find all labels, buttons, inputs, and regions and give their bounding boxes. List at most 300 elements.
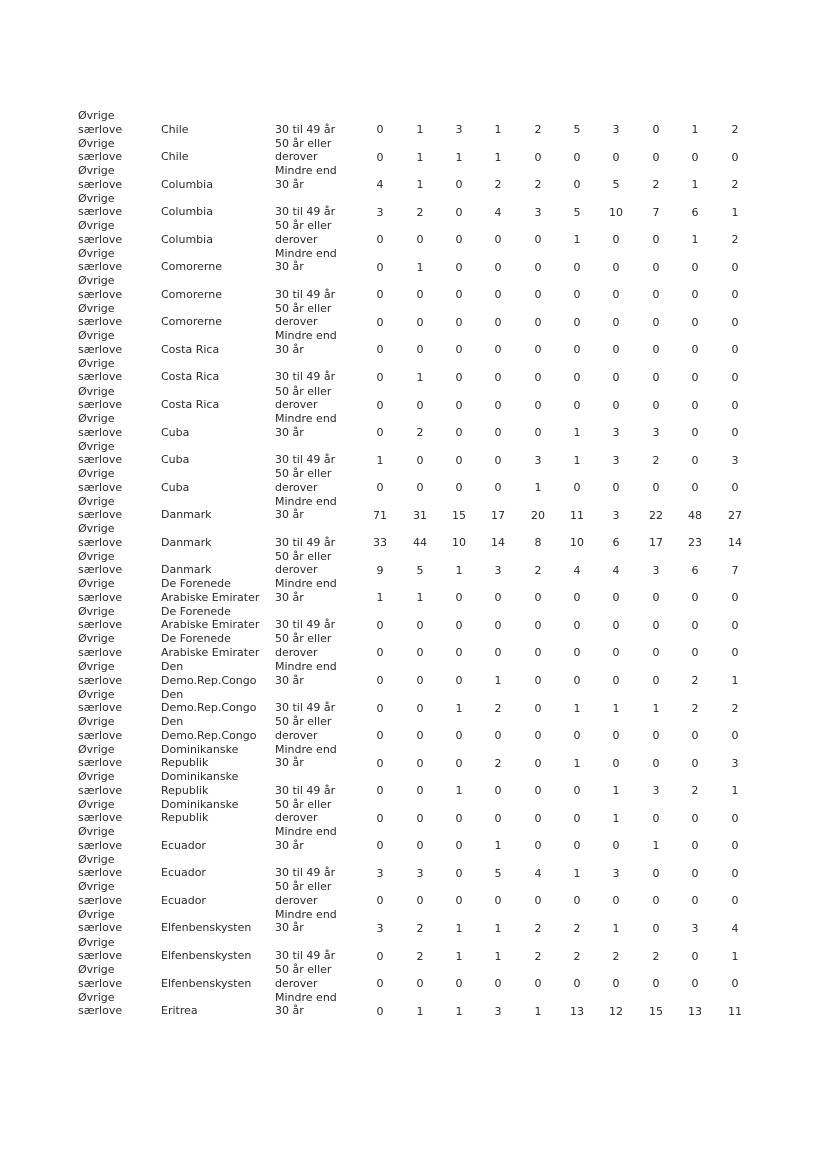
category-cell-line: Øvrige (78, 164, 115, 178)
age-group-cell-line: 30 år (275, 260, 304, 274)
category-cell-line: særlove (78, 811, 123, 825)
value-cell: 0 (494, 288, 502, 302)
value-cell: 0 (416, 398, 424, 412)
value-cell: 0 (376, 784, 384, 798)
value-cell: 5 (573, 123, 581, 136)
value-cell: 7 (731, 563, 739, 577)
value-cell: 2 (494, 178, 502, 192)
table-row (0, 495, 828, 523)
value-cell: 0 (573, 178, 581, 192)
age-group-cell (275, 288, 335, 302)
category-cell (78, 302, 122, 329)
country-cell (161, 343, 219, 357)
value-cell: 0 (455, 343, 463, 357)
value-cell: 0 (534, 729, 542, 743)
value-cell: 0 (612, 729, 620, 743)
country-cell-line: Den (161, 715, 184, 729)
country-cell (161, 426, 189, 440)
age-group-cell-line: derover (275, 480, 318, 494)
value-cell: 0 (691, 866, 699, 880)
value-cell: 0 (376, 481, 384, 495)
table-row (0, 991, 828, 1019)
value-cell: 0 (573, 398, 581, 412)
value-cell: 0 (376, 949, 384, 963)
value-cell: 0 (494, 453, 502, 467)
value-cell: 0 (455, 205, 463, 219)
country-cell (161, 370, 219, 384)
category-cell-line: Øvrige (78, 301, 115, 315)
value-cell: 2 (652, 178, 660, 192)
value-cell: 0 (376, 756, 384, 770)
value-cell: 1 (416, 150, 424, 164)
country-cell-line: Columbia (161, 205, 213, 219)
table-row (0, 192, 828, 220)
value-cell: 1 (416, 178, 424, 192)
value-cell: 1 (376, 453, 384, 467)
country-cell-line: Danmark (161, 508, 212, 522)
value-cell: 0 (494, 398, 502, 412)
country-cell-line: Cuba (161, 480, 190, 494)
value-cell: 0 (691, 977, 699, 991)
value-cell: 0 (494, 977, 502, 991)
value-cell: 0 (494, 618, 502, 632)
category-cell (78, 550, 122, 577)
value-cell: 0 (376, 674, 384, 687)
value-cell: 1 (455, 784, 463, 798)
value-cell: 0 (691, 315, 699, 329)
value-cell: 1 (416, 1004, 424, 1018)
category-cell (78, 991, 122, 1018)
country-cell-line: Dominikanske (161, 742, 239, 756)
value-cell: 0 (494, 426, 502, 440)
value-cell: 3 (612, 508, 620, 522)
value-cell: 3 (376, 921, 384, 935)
table-row (0, 440, 828, 468)
value-cell: 0 (652, 921, 660, 935)
value-cell: 1 (731, 674, 739, 687)
value-cell: 0 (455, 370, 463, 384)
value-cell: 0 (652, 756, 660, 770)
value-cell: 0 (731, 894, 739, 908)
value-cell: 1 (455, 150, 463, 164)
age-group-cell-line: 50 år eller (275, 467, 332, 481)
value-cell: 0 (416, 701, 424, 715)
value-cell: 0 (731, 811, 739, 825)
category-cell-line: Øvrige (78, 549, 115, 563)
value-cell: 0 (612, 977, 620, 991)
value-cell: 3 (612, 426, 620, 440)
age-group-cell (275, 467, 331, 494)
category-cell-line: Øvrige (78, 770, 115, 784)
category-cell-line: særlove (78, 508, 123, 522)
value-cell: 0 (416, 343, 424, 357)
value-cell: 0 (416, 481, 424, 495)
value-cell: 0 (652, 646, 660, 660)
category-cell-line: Øvrige (78, 412, 115, 426)
table-row (0, 963, 828, 991)
age-group-cell-line: Mindre end (275, 329, 337, 343)
age-group-cell-line: 30 år (275, 508, 304, 522)
value-cell: 3 (534, 453, 542, 467)
value-cell: 0 (573, 674, 581, 687)
value-cell: 1 (416, 123, 424, 136)
value-cell: 0 (612, 894, 620, 908)
value-cell: 0 (731, 260, 739, 274)
country-cell (161, 453, 189, 467)
value-cell: 0 (455, 674, 463, 687)
country-cell (161, 205, 213, 219)
value-cell: 0 (691, 756, 699, 770)
country-cell (161, 977, 251, 991)
value-cell: 0 (652, 811, 660, 825)
value-cell: 0 (652, 674, 660, 687)
value-cell: 1 (573, 866, 581, 880)
category-cell (78, 385, 122, 412)
age-group-cell-line: Mindre end (275, 577, 337, 591)
country-cell (161, 770, 238, 797)
age-group-cell-line: derover (275, 232, 318, 246)
value-cell: 0 (416, 453, 424, 467)
category-cell-line: særlove (78, 949, 123, 962)
value-cell: 4 (376, 178, 384, 192)
table-row (0, 798, 828, 826)
category-cell-line: særlove (78, 590, 123, 604)
value-cell: 0 (534, 977, 542, 991)
age-group-cell (275, 302, 331, 329)
country-cell-line: Costa Rica (161, 398, 220, 411)
country-cell-line: Comorerne (161, 287, 222, 301)
age-group-cell-line: derover (275, 728, 318, 742)
value-cell: 8 (534, 536, 542, 550)
country-cell-line: Arabiske Emirater (161, 618, 260, 632)
value-cell: 0 (573, 481, 581, 495)
value-cell: 0 (534, 839, 542, 853)
value-cell: 0 (652, 729, 660, 743)
value-cell: 0 (494, 315, 502, 329)
value-cell: 2 (731, 701, 739, 715)
category-cell-line: særlove (78, 563, 123, 577)
value-cell: 0 (652, 150, 660, 164)
table-row (0, 688, 828, 716)
value-cell: 4 (534, 866, 542, 880)
value-cell: 0 (573, 894, 581, 908)
value-cell: 0 (455, 729, 463, 743)
category-cell-line: særlove (78, 618, 123, 632)
country-cell-line: Chile (161, 150, 189, 164)
value-cell: 0 (691, 618, 699, 632)
value-cell: 4 (731, 921, 739, 935)
age-group-cell (275, 385, 331, 412)
age-group-cell (275, 632, 331, 659)
value-cell: 0 (376, 701, 384, 715)
country-cell-line: De Forenede (161, 632, 231, 646)
table-row (0, 302, 828, 330)
category-cell (78, 577, 122, 604)
country-cell-line: Dominikanske (161, 770, 239, 784)
age-group-cell (275, 963, 331, 990)
value-cell: 0 (455, 260, 463, 274)
category-cell-line: Øvrige (78, 439, 115, 453)
value-cell: 0 (691, 646, 699, 660)
age-group-cell-line: 30 år (275, 838, 304, 852)
table-row (0, 357, 828, 385)
age-group-cell-line: 30 til 49 år (275, 701, 336, 715)
value-cell: 0 (652, 866, 660, 880)
country-cell-line: Ecuador (161, 893, 206, 907)
value-cell: 0 (612, 591, 620, 605)
category-cell-line: særlove (78, 783, 123, 797)
value-cell: 10 (452, 536, 466, 550)
value-cell: 11 (570, 508, 584, 522)
value-cell: 1 (416, 260, 424, 274)
value-cell: 0 (455, 591, 463, 605)
category-cell-line: særlove (78, 287, 123, 301)
age-group-cell-line: 50 år eller (275, 136, 332, 150)
value-cell: 0 (612, 233, 620, 247)
value-cell: 3 (376, 866, 384, 880)
category-cell-line: Øvrige (78, 274, 115, 288)
age-group-cell-line: 50 år eller (275, 384, 332, 398)
country-cell (161, 288, 222, 302)
age-group-cell-line: 30 år (275, 1004, 304, 1018)
country-cell (161, 921, 251, 935)
value-cell: 4 (612, 563, 620, 577)
value-cell: 0 (455, 178, 463, 192)
category-cell-line: Øvrige (78, 715, 115, 729)
value-cell: 9 (376, 563, 384, 577)
value-cell: 0 (416, 674, 424, 687)
value-cell: 17 (649, 536, 663, 550)
value-cell: 0 (534, 701, 542, 715)
value-cell: 0 (376, 398, 384, 412)
value-cell: 2 (534, 949, 542, 963)
value-cell: 1 (691, 178, 699, 192)
country-cell-line: Comorerne (161, 315, 222, 329)
category-cell (78, 137, 122, 164)
value-cell: 0 (612, 343, 620, 357)
value-cell: 0 (731, 398, 739, 412)
value-cell: 4 (573, 563, 581, 577)
value-cell: 2 (534, 563, 542, 577)
category-cell (78, 688, 122, 715)
category-cell (78, 522, 122, 549)
value-cell: 2 (652, 453, 660, 467)
value-cell: 0 (691, 426, 699, 440)
value-cell: 1 (494, 123, 502, 136)
value-cell: 0 (455, 811, 463, 825)
age-group-cell-line: 30 år (275, 921, 304, 935)
value-cell: 0 (612, 370, 620, 384)
value-cell: 0 (376, 729, 384, 743)
age-group-cell (275, 247, 337, 274)
age-group-cell-line: derover (275, 976, 318, 990)
value-cell: 3 (652, 784, 660, 798)
country-cell (161, 660, 256, 687)
value-cell: 2 (416, 205, 424, 219)
country-cell (161, 743, 238, 770)
category-cell-line: særlove (78, 535, 123, 549)
age-group-cell-line: derover (275, 645, 318, 659)
age-group-cell-line: 50 år eller (275, 715, 332, 729)
value-cell: 1 (652, 839, 660, 853)
category-cell (78, 164, 122, 191)
value-cell: 1 (573, 701, 581, 715)
value-cell: 0 (416, 811, 424, 825)
value-cell: 0 (731, 646, 739, 660)
category-cell (78, 660, 122, 687)
value-cell: 14 (491, 536, 505, 550)
category-cell-line: særlove (78, 480, 123, 494)
value-cell: 0 (652, 343, 660, 357)
value-cell: 0 (455, 426, 463, 440)
value-cell: 1 (455, 1004, 463, 1018)
country-cell (161, 688, 256, 715)
value-cell: 0 (494, 343, 502, 357)
category-cell (78, 825, 122, 852)
value-cell: 0 (494, 481, 502, 495)
age-group-cell (275, 715, 331, 742)
value-cell: 1 (494, 150, 502, 164)
value-cell: 2 (534, 178, 542, 192)
category-cell-line: særlove (78, 398, 123, 411)
age-group-cell (275, 618, 335, 632)
age-group-cell-line: derover (275, 150, 318, 164)
value-cell: 0 (612, 315, 620, 329)
value-cell: 0 (376, 315, 384, 329)
value-cell: 2 (416, 426, 424, 440)
value-cell: 0 (376, 646, 384, 660)
value-cell: 0 (731, 977, 739, 991)
category-cell (78, 908, 122, 935)
value-cell: 0 (731, 150, 739, 164)
value-cell: 3 (416, 866, 424, 880)
country-cell (161, 481, 189, 495)
country-cell-line: Elfenbenskysten (161, 976, 252, 990)
age-group-cell (275, 205, 335, 219)
country-cell (161, 715, 256, 742)
country-cell (161, 894, 206, 908)
country-cell-line: Ecuador (161, 866, 206, 880)
value-cell: 3 (494, 1004, 502, 1018)
age-group-cell-line: 50 år eller (275, 963, 332, 977)
age-group-cell (275, 495, 337, 522)
value-cell: 1 (534, 481, 542, 495)
country-cell-line: Demo.Rep.Congo (161, 701, 257, 715)
value-cell: 17 (491, 508, 505, 522)
category-cell-line: særlove (78, 866, 123, 880)
category-cell-line: særlove (78, 976, 123, 990)
value-cell: 0 (573, 260, 581, 274)
age-group-cell (275, 660, 337, 687)
value-cell: 0 (494, 370, 502, 384)
value-cell: 0 (455, 315, 463, 329)
category-cell-line: særlove (78, 232, 123, 246)
age-group-cell-line: Mindre end (275, 246, 337, 260)
age-group-cell-line: 50 år eller (275, 549, 332, 563)
value-cell: 0 (691, 343, 699, 357)
table-row (0, 412, 828, 440)
value-cell: 0 (731, 315, 739, 329)
country-cell (161, 398, 219, 412)
value-cell: 0 (731, 591, 739, 605)
value-cell: 2 (534, 921, 542, 935)
value-cell: 0 (573, 839, 581, 853)
country-cell-line: Chile (161, 122, 189, 136)
country-cell (161, 260, 222, 274)
category-cell-line: Øvrige (78, 384, 115, 398)
value-cell: 0 (573, 591, 581, 605)
table-row (0, 715, 828, 743)
value-cell: 0 (455, 839, 463, 853)
value-cell: 0 (652, 591, 660, 605)
value-cell: 0 (652, 894, 660, 908)
value-cell: 0 (455, 453, 463, 467)
value-cell: 0 (612, 839, 620, 853)
value-cell: 0 (652, 977, 660, 991)
table-row (0, 137, 828, 165)
age-group-cell-line: derover (275, 398, 318, 411)
category-cell-line: Øvrige (78, 577, 115, 591)
value-cell: 0 (494, 233, 502, 247)
age-group-cell (275, 123, 335, 137)
value-cell: 3 (376, 205, 384, 219)
value-cell: 1 (731, 949, 739, 963)
value-cell: 0 (376, 1004, 384, 1018)
category-cell-line: særlove (78, 150, 123, 164)
value-cell: 0 (691, 729, 699, 743)
category-cell (78, 440, 122, 467)
value-cell: 0 (731, 839, 739, 853)
age-group-cell-line: derover (275, 811, 318, 825)
age-group-cell-line: Mindre end (275, 990, 337, 1004)
age-group-cell-line: 30 til 49 år (275, 287, 336, 301)
table-row (0, 660, 828, 688)
value-cell: 0 (494, 894, 502, 908)
country-cell-line: Den (161, 660, 184, 673)
value-cell: 1 (731, 205, 739, 219)
value-cell: 0 (573, 977, 581, 991)
value-cell: 2 (573, 921, 581, 935)
category-cell-line: særlove (78, 838, 123, 852)
category-cell (78, 274, 122, 301)
value-cell: 1 (455, 563, 463, 577)
value-cell: 1 (612, 701, 620, 715)
value-cell: 1 (494, 949, 502, 963)
country-cell (161, 866, 206, 880)
age-group-cell-line: derover (275, 563, 318, 577)
value-cell: 1 (612, 811, 620, 825)
value-cell: 0 (691, 894, 699, 908)
value-cell: 1 (534, 1004, 542, 1018)
age-group-cell (275, 370, 335, 384)
value-cell: 0 (652, 398, 660, 412)
country-cell-line: Demo.Rep.Congo (161, 728, 257, 742)
value-cell: 0 (534, 674, 542, 687)
category-cell-line: Øvrige (78, 109, 115, 122)
value-cell: 3 (652, 563, 660, 577)
value-cell: 0 (691, 260, 699, 274)
value-cell: 0 (573, 811, 581, 825)
age-group-cell (275, 164, 337, 191)
country-cell (161, 839, 206, 853)
category-cell-line: særlove (78, 342, 123, 356)
country-cell-line: Dominikanske (161, 797, 239, 811)
table-row (0, 632, 828, 660)
value-cell: 0 (652, 233, 660, 247)
age-group-cell (275, 798, 331, 825)
category-cell (78, 853, 122, 880)
value-cell: 1 (573, 426, 581, 440)
